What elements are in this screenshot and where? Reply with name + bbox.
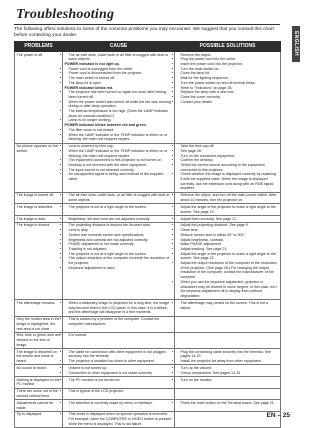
solution-item: • Plug the connecting cable securely into the terminal. See pages 14-15. [181,350,279,359]
cause-cell [63,349,175,365]
cause-list [65,366,173,375]
cause-item: • The output resolution of the computer exceeds the resolution of the projector. [69,256,173,265]
problem-cell: Only the motion area in the image is highlighted, the rest area is not clear. [15,316,63,332]
solution-item: • Make PHASE adjustment. [181,242,279,247]
cause-item: • The projector is not at a right angle to the screen. [69,205,173,210]
solution-cell [175,222,281,299]
solution-item: • Close the lamp lid. [181,71,279,76]
cause-item: • The filter cover is not closed. [69,128,173,133]
header-cause: CAUSE [63,42,175,52]
cause-item: POWER indicator is not light up. [64,62,120,66]
problem-cell: No picture appears on the screen. [15,143,63,192]
cause-cell [63,332,175,348]
cause-item: • The main switch is turned off. [69,76,173,81]
solution-item: • Install the projector far away from other equipment. [181,359,279,364]
solution-item: • Select the correct source according to the equipment connected to this projector. [181,163,279,172]
table-row [15,143,281,192]
solution-item: • Insert the power cord into the projector. [181,62,279,67]
solution-list [177,217,279,222]
table-row [15,52,281,144]
cause-item: • Lens is covered by lens cap. [69,144,173,149]
table-row [15,192,281,204]
solution-list [177,350,279,364]
solution-cell [175,143,281,192]
solution-item: • Remove the object. [181,53,279,58]
table-row [15,215,281,222]
solution-item: • Reduce screen size to within 60" to 300". [181,233,279,238]
cause-cell [63,52,175,144]
problem-cell: Red, blue or green dots are viewed on the text of image. [15,332,63,348]
cause-item: • Lamp is no longer working. [69,118,173,123]
cause-list [65,144,173,182]
solution-item: • See page 28. [181,149,279,154]
cause-item: • It is normal. [69,333,173,338]
cause-cell [63,411,175,427]
solution-cell [175,388,281,400]
cause-cell [63,192,175,204]
intro-text: The following offers solutions to some of the common problems you may encounter. We suggest that you consult this chart before contacting your dealer. [14,27,274,38]
solution-item: • Adjust the output resolution of the computer to the resolution of the projector. (See page 26.) For changing the output resolution of the computer, contact the manufacturer of the computer. [181,261,279,280]
solution-item: • Adjust tracking. See page 21. [181,247,279,252]
problem-cell: The image is blurred. [15,222,63,299]
cause-cell [63,365,175,377]
cause-item: POWER indicator blinks between red and green. [64,123,147,128]
solution-list [177,378,279,383]
solution-item: • Turn on the connected equipment. [181,154,279,159]
table-row [15,222,281,299]
cause-item: • When the LAMP indicator or the TEMP indicator is either on or blinking, the main unit requires repairs. [69,149,173,158]
cause-item: • An unsupported signal is being used instead of the supplied cable. [69,172,173,181]
cause-item: • Keystone adjustment is used. [69,266,173,271]
solution-item: • When you use the keystone adjustment, graphics or characters may be blurred to some degree. In this case, turn the keystone adjustment off to display them without degradation. [181,280,279,299]
cause-list [65,223,173,270]
cause-item: • Lens is dirty. [69,228,173,233]
language-tab: ENGLISH [292,26,300,62]
cause-cell [63,377,175,389]
solution-cell [175,215,281,222]
cause-cell [63,215,175,222]
solution-cell [175,300,281,316]
cause-item: • The projector is installed too close to other equipment. [69,359,173,364]
cause-item: • Volume is not turned up. [69,366,173,371]
problem-cell: The afterimage remains. [15,300,63,316]
cause-list [65,333,173,338]
cause-item: • The air inlet slots, outlet slots, or air filter is clogged with dust or some objects. [69,193,173,202]
solution-item: • Check whether the image is displayed correctly by replacing it with the supplied cable. When the image is displayed correctly, use the extension cord along with an RGB signal amplifier. [181,172,279,191]
cause-list [65,193,173,202]
cause-item: • Screen size exceeds screen size specifications. [69,233,173,238]
solution-item: • Turn the power switch on and off several times. [181,81,279,86]
page-number: EN – 25 [266,412,290,419]
table-row [15,332,281,348]
cause-item: • This is typical of the LCD projector. [69,389,173,394]
cause-cell [63,400,175,412]
cause-item: • The cable for connection with other equipment is not plugged securely into the terminal. [69,350,173,359]
solution-cell [175,411,281,427]
cause-list [65,378,173,383]
cause-item: • The internal temperature is too high. (Does the LAMP indicator show an unusual condition?) [69,109,173,118]
problem-cell: No sound is heard. [15,365,63,377]
cause-item: • The projector has been turned on again too soon after having been turned off. [69,90,173,99]
header-problems: PROBLEMS [15,42,63,52]
solution-item: • Replace the lamp with a new one. [181,90,279,95]
cause-cell [63,388,175,400]
solution-item: • Check connections. See pages 14-15. [181,371,279,376]
solution-cell [175,204,281,216]
solution-list [177,53,279,105]
solution-list [177,366,279,375]
page-title: Troubleshooting [16,7,115,22]
cause-item: • When the power switch was turned off while the fan was running during or after lamp operation. [69,100,173,109]
solution-item: • Adjust the projecting distance. See page 9. [181,223,279,228]
cause-item: POWER indicator blinks red. [64,85,114,90]
solution-cell [175,316,281,332]
solution-item: • Adjust brightness, contrast. [181,238,279,243]
table-row [15,365,281,377]
solution-item: • Close the cover correctly. [181,95,279,100]
problem-cell: Tip is displayed. [15,411,63,427]
troubleshooting-table [14,41,281,428]
solution-list [177,144,279,191]
problem-cell: Adjustments cannot be made. [15,400,63,412]
cause-cell [63,143,175,192]
cause-item: • Power cord is unplugged from the outlet. [69,67,173,72]
solution-cell [175,52,281,144]
problem-cell: The image is distorted. [15,204,63,216]
cause-list [65,317,173,326]
cause-list [65,205,173,210]
solution-cell [175,400,281,412]
solution-item: • Adjust them correctly. See page 21. [181,217,279,222]
solution-list [177,301,279,310]
table-row [15,400,281,412]
cause-list [65,53,173,142]
cause-item: • Brightness and contrast are not adjusted correctly. [69,238,173,243]
table-header-row [15,42,281,52]
table-row [15,349,281,365]
cause-item: • PHASE adjustment is not made correctly. [69,242,173,247]
cause-item: • Tracking is not adjusted. [69,247,173,252]
solution-cell [175,377,281,389]
solution-item: • Clean lens. [181,228,279,233]
cause-item: • Connection to other equipment is not made correctly. [69,371,173,376]
title-divider [14,24,280,25]
solution-item: • Adjust the angle of the projector to make a right angle to the screen. See page 22. [181,252,279,261]
cause-cell [63,204,175,216]
cause-item: • The projecting distance is beyond the focused area. [69,223,173,228]
table-body [15,52,281,428]
cause-list [65,350,173,364]
cause-item: • The equipment connected to this projector is not turned on. [69,158,173,163]
cause-item: • Desktop is not mirrored with the other equipment. [69,163,173,168]
solution-item: • Turn the main switch on. [181,67,279,72]
cause-item: • When a stationary image is projected for a long time, the image may become fixed in the LCD panel. In this case, it is a failure, and the afterimage will disappear in a few moments. [69,301,173,315]
cause-list [65,217,173,222]
cause-list [65,412,173,426]
cause-cell [63,300,175,316]
table-row [15,316,281,332]
solution-list [177,193,279,202]
solution-cell [175,365,281,377]
table-row [15,300,281,316]
cause-item: • Brightness, tint and color are not adjusted correctly. [69,217,173,222]
solution-list [177,205,279,214]
solution-item: • Press the reset button on the Terminal board. See page 21. [181,401,279,406]
solution-item: • The afterimage may persist on the screen. This is not a failure. [181,301,279,310]
solution-cell [175,349,281,365]
problem-cell: The image is turned off. [15,192,63,204]
solution-item: • Adjust the angle of the projector to make a right angle to the screen. See page 19. [181,205,279,214]
problem-cell: The power is off. [15,52,63,144]
solution-list [177,401,279,406]
solution-item: • Take the lens cap off. [181,144,279,149]
solution-item: • Turn on the monitor. [181,378,279,383]
cause-item: • This is caused by a problem of the computer. Contact the computer manufacturer. [69,317,173,326]
cause-cell [63,222,175,299]
solution-item: • Wait for the lighting sequence. [181,76,279,81]
cause-item: • This mode is displayed when no special operation is executed. For example, when the COMPUTER or VIDEO button is pressed while the menu is displayed. This is not failure. [69,412,173,426]
cause-item: • The selection is currently made by menu or interface. [69,401,173,406]
solution-item: • Remove the object, and turn off the main power switch. After about 10 minutes, turn the projector on. [181,193,279,202]
cause-item: • The PC monitor is not turned on. [69,378,173,383]
table-row [15,388,281,400]
table-row [15,411,281,427]
cause-item: • The input source is not selected correctly. [69,168,173,173]
cause-item: • When the LAMP indicator or the TEMP indicator is either on or blinking, the main unit requires repairs. [69,133,173,142]
cause-list [65,301,173,315]
solution-cell [175,332,281,348]
table-row [15,377,281,389]
header-solutions: POSSIBLE SOLUTIONS [175,42,281,52]
problem-cell: There are some out of the colored vertical lines. [15,388,63,400]
solution-item: • Refer to "Indicators" on page 28. [181,86,279,91]
cause-list [65,401,173,406]
cause-item: • The air inlet slots, outlet slots or air filter is clogged with dust or some objects. [69,53,173,62]
solution-item: • Plug the power cord into the outlet. [181,57,279,62]
problem-cell: The image is distorted on the screen and noise is heard. [15,349,63,365]
problem-cell: Nothing is displayed on the PC monitor. [15,377,63,389]
cause-item: • Power cord is disconnected from the projector. [69,71,173,76]
solution-item: • Turn up the volume. [181,366,279,371]
table-row [15,204,281,216]
cause-item: • The lamp lid is open. [69,81,173,86]
solution-item: • Confirm the desktop. [181,158,279,163]
cause-item: • The projector is not at a right angle to the screen. [69,252,173,257]
cause-cell [63,316,175,332]
solution-list [177,223,279,298]
solution-cell [175,192,281,204]
solution-item: • Contact your dealer. [181,100,279,105]
cause-list [65,389,173,394]
problem-cell: The image is dark. [15,215,63,222]
